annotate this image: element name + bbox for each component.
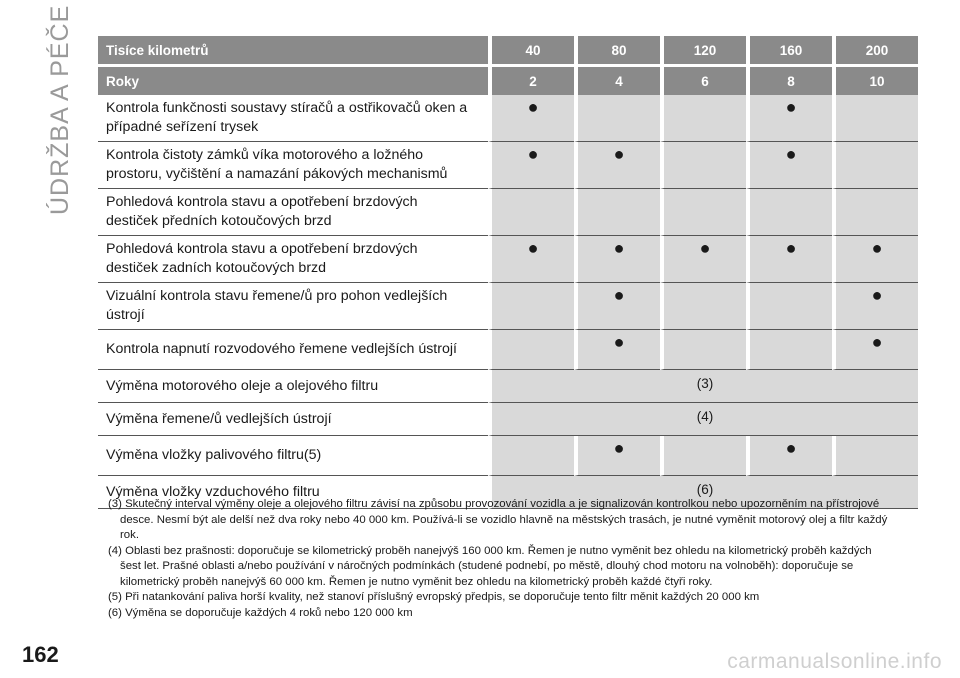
header-year-value: 6 — [660, 67, 746, 95]
table-row — [98, 142, 918, 189]
interval-cell — [660, 436, 746, 476]
interval-dot: ● — [574, 283, 660, 330]
row-label: Kontrola funkčnosti soustavy stíračů a ostřikovačů oken a případné seřízení trysek — [98, 95, 488, 142]
table-row — [98, 330, 918, 370]
table-header — [98, 36, 918, 95]
interval-cell — [746, 283, 832, 330]
row-label: Výměna motorového oleje a olejového filtru — [98, 370, 488, 403]
interval-dot: ● — [574, 330, 660, 370]
header-km-value: 80 — [574, 36, 660, 67]
row-footnote-ref: (6) — [488, 476, 918, 509]
interval-dot: ● — [488, 236, 574, 283]
page-number: 162 — [22, 642, 59, 667]
footnotes — [108, 497, 888, 621]
interval-dot: ● — [488, 142, 574, 189]
interval-cell — [488, 189, 574, 236]
row-label: Vizuální kontrola stavu řemene/ů pro pohon vedlejších ústrojí — [98, 283, 488, 330]
row-label: Výměna vložky vzduchového filtru — [98, 476, 488, 509]
interval-dot: ● — [574, 236, 660, 283]
interval-cell — [574, 95, 660, 142]
table-body — [98, 95, 918, 509]
interval-dot: ● — [746, 436, 832, 476]
header-row-years — [98, 67, 918, 95]
table-row — [98, 95, 918, 142]
header-year-value: 10 — [832, 67, 918, 95]
header-year-value: 8 — [746, 67, 832, 95]
interval-dot: ● — [488, 95, 574, 142]
interval-cell — [832, 95, 918, 142]
interval-cell — [660, 95, 746, 142]
table-row — [98, 189, 918, 236]
row-label: Pohledová kontrola stavu a opotřebení brzdových destiček zadních kotoučových brzd — [98, 236, 488, 283]
interval-dot: ● — [574, 436, 660, 476]
table-row — [98, 403, 918, 436]
row-label: Kontrola napnutí rozvodového řemene vedlejších ústrojí — [98, 330, 488, 370]
interval-dot: ● — [832, 236, 918, 283]
interval-cell — [488, 283, 574, 330]
interval-cell — [660, 142, 746, 189]
footnote-3: (3) Skutečný interval výměny oleje a olejového filtru závisí na způsobu provozování vozidla a je signalizován kontrolkou nebo upozorněním na přístrojové desce. Nesmí být ale delší než dva roky nebo 40 000 km. Používá-li se vozidlo hlavně na městských trasách, je nutné vyměnit motorový olej a filtr každý rok. — [108, 498, 888, 541]
row-footnote-ref: (4) — [488, 403, 918, 436]
interval-cell — [660, 283, 746, 330]
table-row — [98, 283, 918, 330]
header-km-value: 200 — [832, 36, 918, 67]
header-label-years: Roky — [98, 67, 488, 95]
table-row — [98, 236, 918, 283]
interval-dot: ● — [832, 283, 918, 330]
maintenance-schedule-table — [98, 36, 918, 509]
interval-cell — [746, 189, 832, 236]
interval-cell — [746, 330, 832, 370]
interval-cell — [574, 189, 660, 236]
interval-dot: ● — [832, 330, 918, 370]
header-year-value: 4 — [574, 67, 660, 95]
interval-dot: ● — [746, 142, 832, 189]
table-row — [98, 436, 918, 476]
interval-cell — [660, 189, 746, 236]
header-label-kilometers: Tisíce kilometrů — [98, 36, 488, 67]
table-row — [98, 370, 918, 403]
footnote-5: (5) Při natankování paliva horší kvality, než stanoví příslušný evropský předpis, se doporučuje tento filtr měnit každých 20 000 km — [108, 591, 760, 603]
interval-cell — [660, 330, 746, 370]
interval-cell — [832, 436, 918, 476]
header-km-value: 40 — [488, 36, 574, 67]
footnote-6: (6) Výměna se doporučuje každých 4 roků nebo 120 000 km — [108, 606, 413, 619]
interval-dot: ● — [574, 142, 660, 189]
footnote-4: (4) Oblasti bez prašnosti: doporučuje se kilometrický proběh nanejvýš 160 000 km. Řemen je nutno vyměnit bez ohledu na kilometrický proběh každých šest let. Prašné oblasti a/nebo používání v náročných podmínkách (studené podnebí, po městě, dlouhý chod motoru na volnoběh): doporučuje se kilometrický proběh nanejvýš 60 000 km. Řemen je nutno vyměnit bez ohledu na kilometrický proběh každé čtyři roky. — [108, 544, 872, 588]
interval-cell — [488, 436, 574, 476]
interval-cell — [832, 142, 918, 189]
watermark: carmanualsonline.info — [727, 650, 942, 673]
row-label: Kontrola čistoty zámků víka motorového a ložného prostoru, vyčištění a namazání pákových mechanismů — [98, 142, 488, 189]
row-footnote-ref: (3) — [488, 370, 918, 403]
header-year-value: 2 — [488, 67, 574, 95]
header-row-kilometers — [98, 36, 918, 67]
header-km-value: 120 — [660, 36, 746, 67]
section-title-text: ÚDRŽBA A PÉČE — [46, 4, 74, 215]
interval-dot: ● — [746, 95, 832, 142]
row-label: Pohledová kontrola stavu a opotřebení brzdových destiček předních kotoučových brzd — [98, 189, 488, 236]
interval-cell — [488, 330, 574, 370]
interval-dot: ● — [746, 236, 832, 283]
interval-cell — [832, 189, 918, 236]
interval-dot: ● — [660, 236, 746, 283]
header-km-value: 160 — [746, 36, 832, 67]
row-label: Výměna řemene/ů vedlejších ústrojí — [98, 403, 488, 436]
row-label: Výměna vložky palivového filtru(5) — [98, 436, 488, 476]
